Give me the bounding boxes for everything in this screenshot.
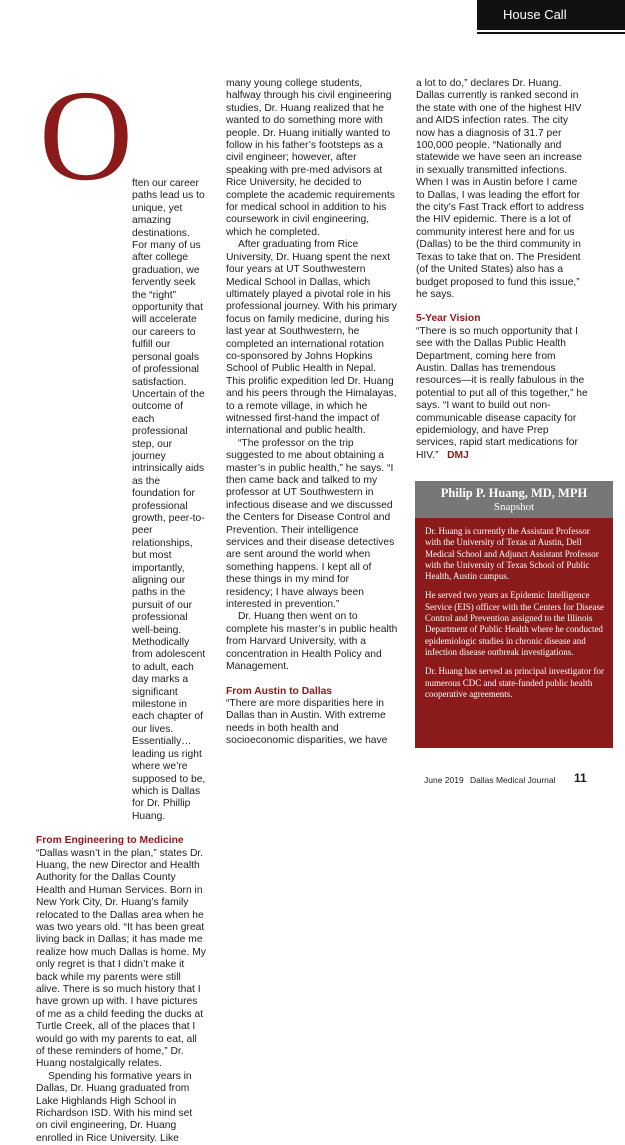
snapshot-paragraph: Dr. Huang is currently the Assistant Professor with the University of Texas at Austin, Dell Medical School and Adjunct Assistant Professor with the University of Texas School of Public Health, Austin campus. [425, 526, 599, 582]
snapshot-sidebar [415, 481, 613, 762]
heading-austin-to-dallas: From Austin to Dallas [226, 685, 333, 697]
snapshot-paragraph: He served two years as Epidemic Intelligence Service (EIS) officer with the Centers for Disease Control and Prevention assigned to the Illinois Department of Public Health where he conducted epidemiologic studies in chronic disease and infection disease outbreak investigations. [425, 590, 605, 657]
paragraph: After graduating from Rice University, Dr. Huang spent the next four years at UT Southwestern Medical School in Dallas, which ultimately played a pivotal role in his professional journey. With his primary focus on family medicine, during his last year at Southwestern, he completed an international rotation co-sponsored by Johns Hopkins School of Public Health in Nepal. This prolific expedition led Dr. Huang and his peers through the Himalayas, to a remote village, in which he witnessed first-hand the impact of international and public health. [226, 239, 397, 437]
paragraph: “Dallas wasn’t in the plan,” states Dr. Huang, the new Director and Health Authority for the Dallas County Health and Human Services. Born in New York City, Dr. Huang’s family relocated to the Dallas area when he was two years old. “It has been great living back in Dallas; it has made me realize how much Dallas is home. My only regret is that I didn’t make it back while my parents were still alive. There is so much history that I have grown up with. I have pictures of me as a child feeding the ducks at Turtle Creek, all of the places that I would go with my parents to eat, all of these reminders of home,” Dr. Huang nostalgically relates. [36, 847, 206, 1070]
heading-5-year-vision: 5-Year Vision [416, 313, 481, 325]
intro-paragraph: ften our career paths lead us to unique, yet amazing destinations. For many of us after college graduation, we fervently seek the “right” opportunity that will accelerate our careers to fulfill our personal goals of professional satisfaction. Uncertain of the outcome of each professional step, our journey intrinsically aids as the foundation for professional growth, peer-to-peer relationships, but most importantly, aligning our paths in the pursuit of our professional well-being. Methodically from adolescent to adult, each day marks a significant milestone in each chapter of our lives. Essentially…leading us right where we’re supposed to be, which is Dallas for Dr. Phillip Huang. [132, 178, 206, 822]
paragraph: “The professor on the trip suggested to me about obtaining a master’s in public health,” he says. “I then came back and talked to my professor at UT Southwestern in infectious disease and we discussed the Centers for Disease Control and Prevention. Their intelligence services and their disease detectives are sent around the world when something happens. I kept all of these things in my mind for residency; I have always been interested in prevention.” [226, 437, 395, 611]
snapshot-body [415, 518, 613, 748]
signature: DMJ [447, 449, 469, 461]
column-3 [416, 78, 588, 462]
heading-engineering-to-medicine: From Engineering to Medicine [36, 835, 184, 847]
paragraph: Spending his formative years in Dallas, Dr. Huang graduated from Lake Highlands High School in Richardson ISD. With his mind set on civil engineering, Dr. Huang enrolled in Rice University. Like [36, 1070, 193, 1144]
snapshot-header [415, 481, 613, 518]
publication-name: Dallas Medical Journal [470, 775, 556, 785]
column-2 [226, 78, 398, 748]
issue-date: June 2019 [424, 775, 464, 785]
paragraph: “There are more disparities here in Dallas than in Austin. With extreme needs in both health and socioeconomic disparities, we have [226, 697, 388, 747]
snapshot-subtitle: Snapshot [493, 501, 535, 513]
page-number: 11 [574, 771, 587, 785]
paragraph-text: “There is so much opportunity that I see with the Dallas Public Health Department, coming here from Austin. Dallas has tremendous resources—it is really fabulous in the potential to put all of this together,” he says. “I want to build out non-communicable disease capacity for epidemiology, and have Prep services, rapid start medications for HIV.” [416, 325, 588, 461]
paragraph: Dr. Huang then went on to complete his master’s in public health from Harvard University, with a concentration in Health Policy and Management. [226, 611, 398, 673]
snapshot-paragraph: Dr. Huang has served as principal investigator for numerous CDC and state-funded public health cooperative agreements. [425, 666, 604, 699]
section-tab: House Call [477, 0, 625, 30]
paragraph: many young college students, halfway through his civil engineering studies, Dr. Huang realized that he wanted to do something more with people. Dr. Huang initially wanted to follow in his father’s footsteps as a civil engineer; however, after speaking with pre-med advisors at Rice University, he decided to complete the academic requirements for medical school in addition to his coursework in civil engineering, which he completed. [226, 78, 395, 238]
column-1 [36, 178, 206, 1145]
paragraph [416, 326, 588, 462]
drop-cap: O [39, 64, 133, 208]
snapshot-title: Philip P. Huang, MD, MPH [440, 486, 588, 500]
paragraph: a lot to do,” declares Dr. Huang. Dallas currently is ranked second in the state with one of the highest HIV and AIDS infection rates. The city now has a diagnosis of 31.7 per 100,000 people. “Nationally and statewide we have seen an increase in sexually transmitted infections. When I was in Austin before I came to Dallas, I was leading the effort for the city’s Fast Track effort to address the HIV epidemic. There is a lot of community interest here and for us (Dallas) to be the third community in Texas to take that on. The President (of the United States) also has a budget proposed to fund this issue,” he says. [416, 78, 584, 300]
